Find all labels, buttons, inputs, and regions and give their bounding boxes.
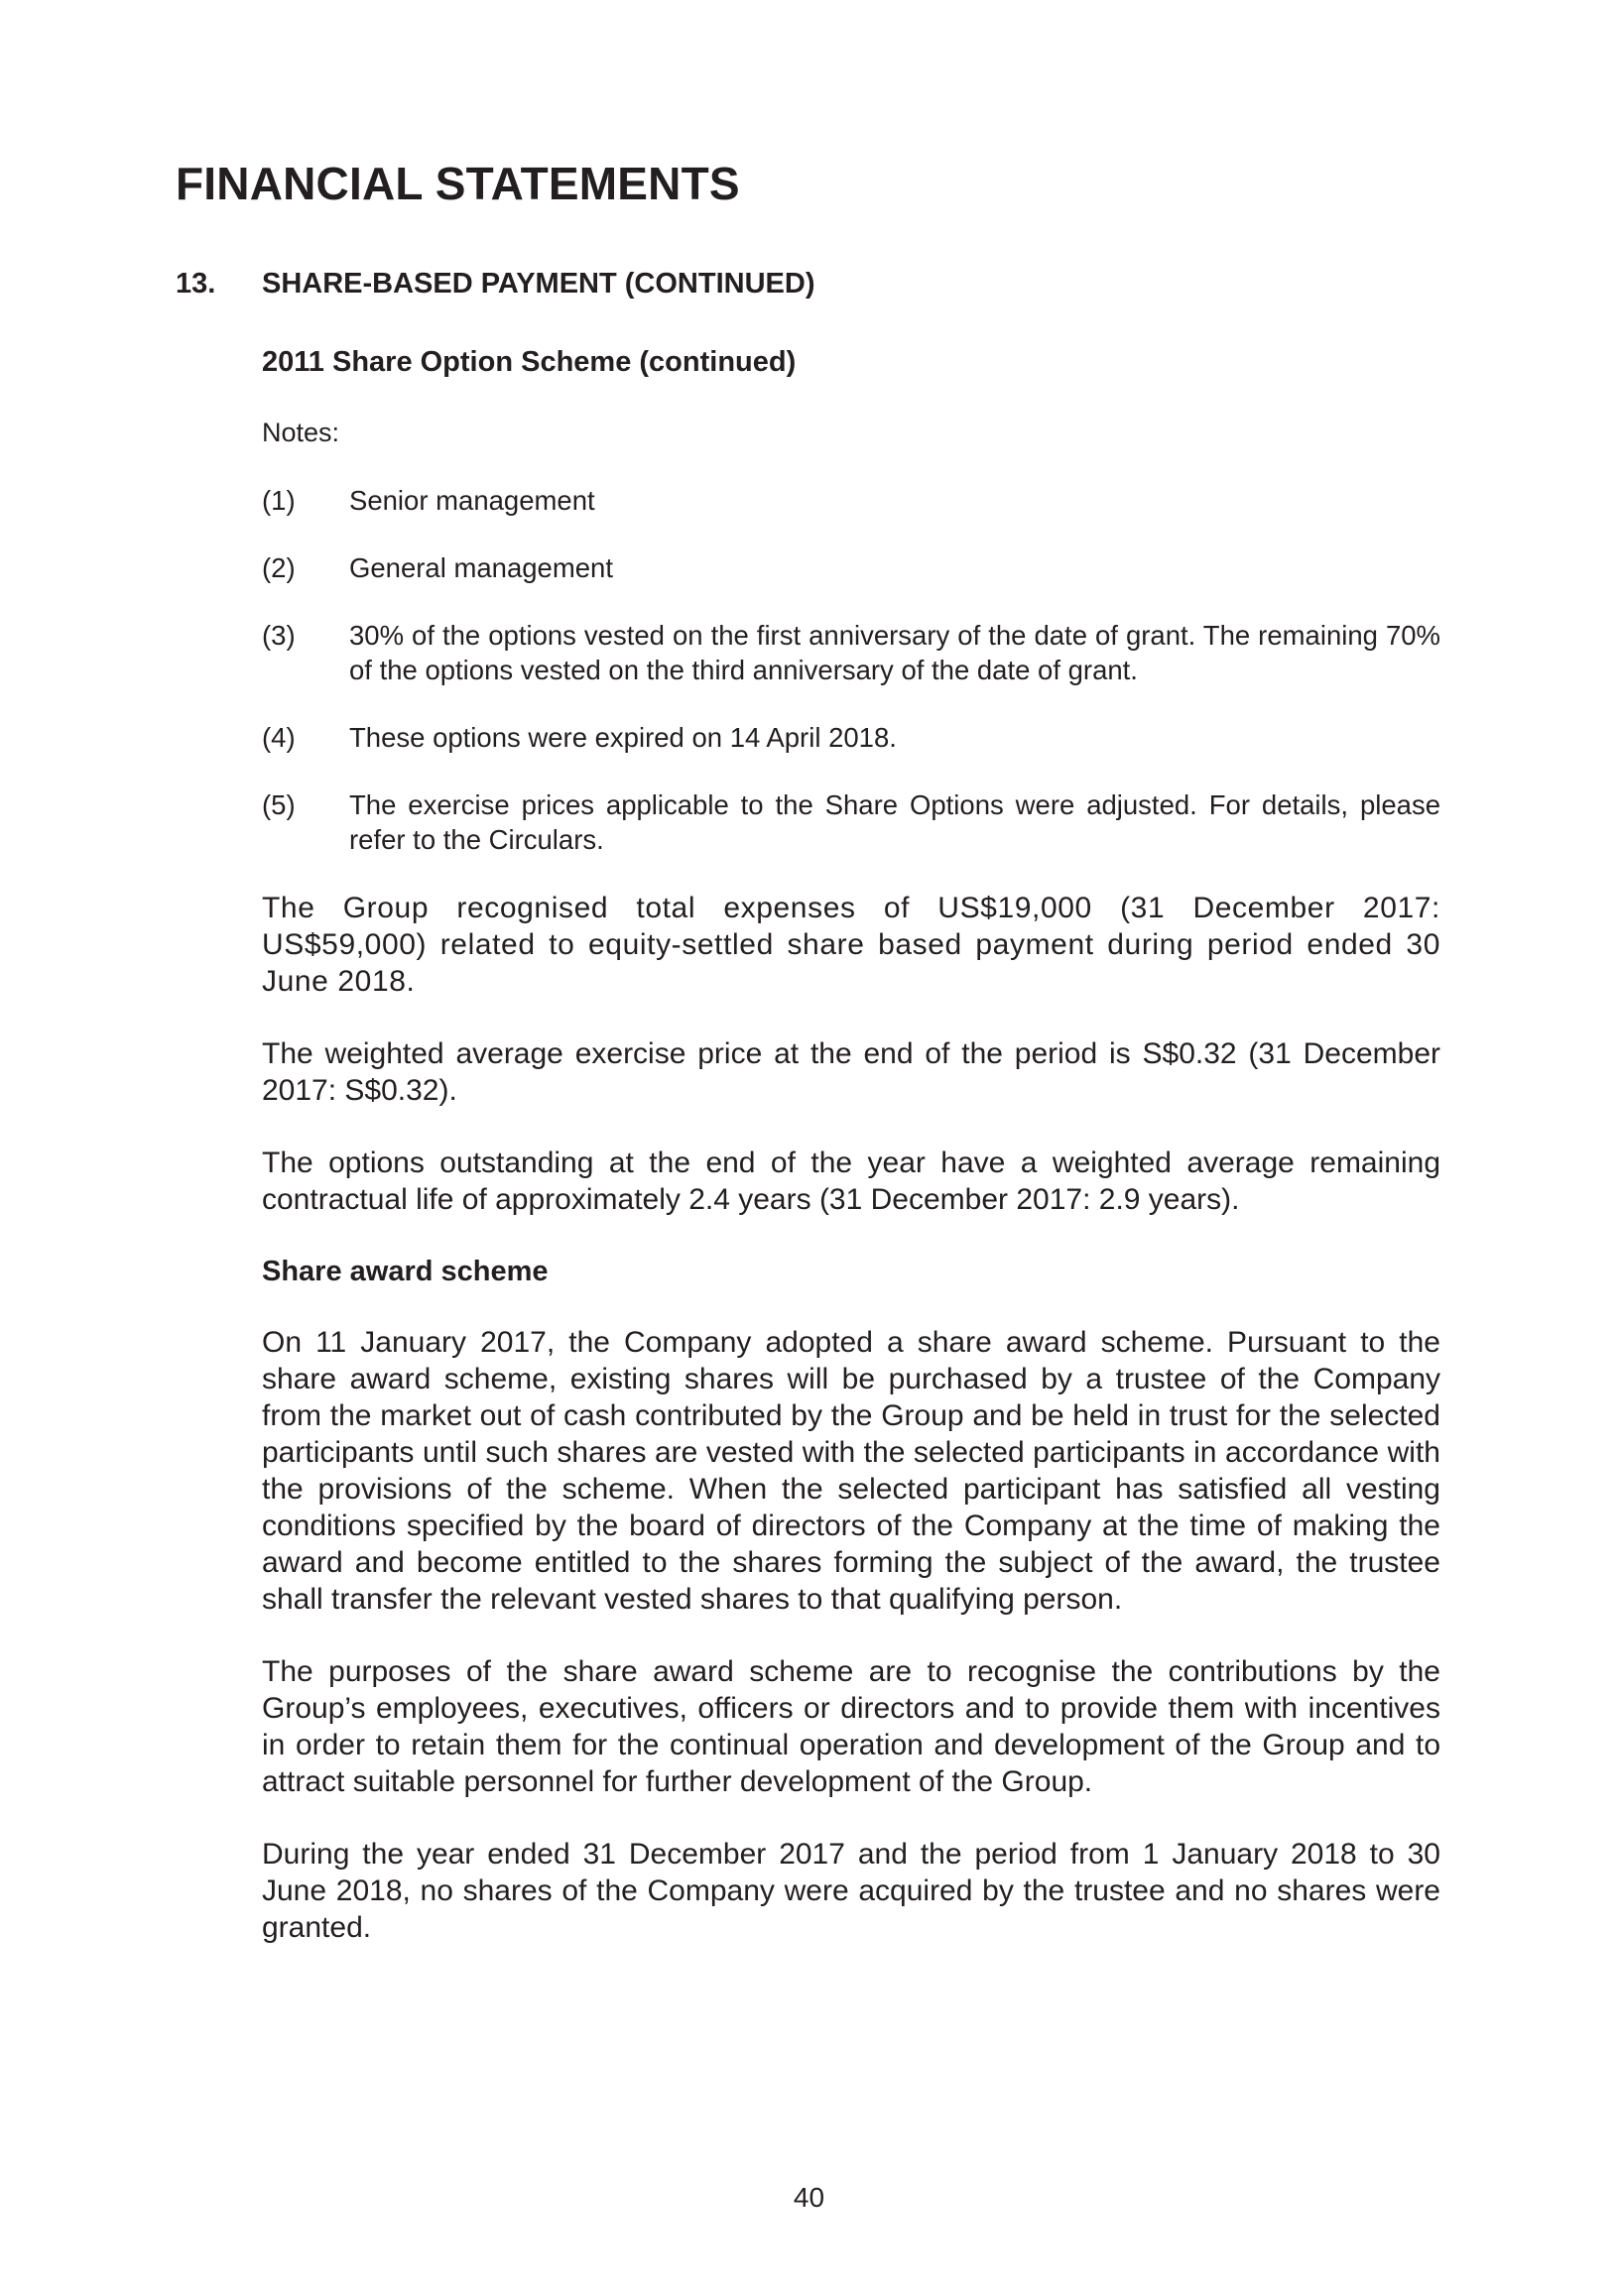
note-text: The exercise prices applicable to the Share Options were adjusted. For details, please refer to the Circulars.: [349, 789, 1440, 855]
note-marker: (1): [262, 485, 296, 516]
note-text: These options were expired on 14 April 2018.: [349, 722, 897, 753]
note-item: [262, 720, 1440, 755]
note-text: 30% of the options vested on the first anniversary of the date of grant. The remaining 70% of the options vested on the third anniversary of the date of grant.: [349, 620, 1440, 685]
page-title: FINANCIAL STATEMENTS: [176, 158, 740, 209]
note-item: [262, 550, 1440, 585]
expense-paragraph: The Group recognised total expenses of US$19,000 (31 December 2017: US$59,000) related to equity-settled share based payment during period ended 30 June 2018.: [262, 892, 1440, 998]
note-marker: (5): [262, 789, 296, 820]
award-grant-paragraph: During the year ended 31 December 2017 and the period from 1 January 2018 to 30 June 2018, no shares of the Company were acquired by the trustee and no shares were granted.: [262, 1838, 1440, 1944]
section-title: SHARE-BASED PAYMENT (CONTINUED): [262, 268, 815, 300]
contractual-life-paragraph: The options outstanding at the end of the year have a weighted average remaining contractual life of approximately 2.4 years (31 December 2017: 2.9 years).: [262, 1147, 1440, 1216]
note-marker: (4): [262, 722, 296, 753]
note-item: [262, 787, 1440, 857]
notes-label: Notes:: [262, 418, 340, 447]
note-marker: (3): [262, 620, 296, 651]
notes-list: [262, 483, 1440, 857]
section-content: [262, 344, 1440, 1982]
note-item: [262, 483, 1440, 518]
page-number: 40: [793, 2182, 825, 2213]
award-adoption-paragraph: On 11 January 2017, the Company adopted a share award scheme. Pursuant to the share award scheme, existing shares will be purchased by a trustee of the Company from the market out of cash contributed by the Group and be held in trust for the selected participants until such shares are vested with the selected participants in accordance with the provisions of the scheme. When the selected participant has satisfied all vesting conditions specified by the board of directors of the Company at the time of making the award and become entitled to the shares forming the subject of the award, the trustee shall transfer the relevant vested shares to that qualifying person.: [262, 1326, 1440, 1616]
award-scheme-heading: Share award scheme: [262, 1256, 549, 1287]
note-text: General management: [349, 552, 613, 583]
subsection-heading: 2011 Share Option Scheme (continued): [262, 346, 797, 378]
award-purpose-paragraph: The purposes of the share award scheme are to recognise the contributions by the Group’s employees, executives, officers or directors and to provide them with incentives in order to retain them for the continual operation and development of the Group and to attract suitable personnel for further development of the Group.: [262, 1655, 1440, 1798]
section-heading: [176, 268, 814, 301]
note-marker: (2): [262, 552, 296, 583]
section-number: 13.: [176, 268, 216, 300]
exercise-price-paragraph: The weighted average exercise price at the end of the period is S$0.32 (31 December 2017: S$0.32).: [262, 1037, 1440, 1107]
note-item: [262, 618, 1440, 687]
note-text: Senior management: [349, 485, 595, 516]
